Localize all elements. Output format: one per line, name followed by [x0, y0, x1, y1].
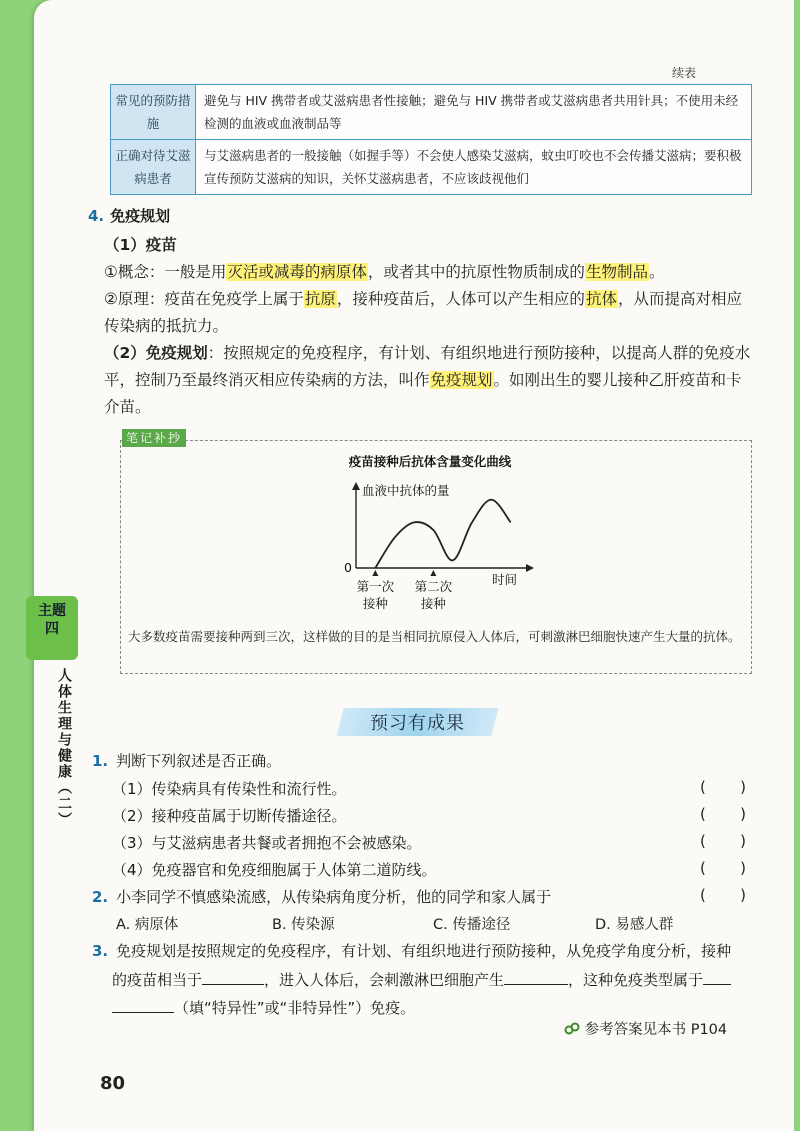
continued-label: 续表 — [672, 66, 697, 80]
event-label-1-line2: 接种 — [362, 596, 388, 611]
concept-highlight: 灭活或减毒的病原体 — [227, 263, 367, 281]
fill-blank-1[interactable] — [202, 968, 264, 985]
paren-open: ( — [700, 832, 706, 850]
paren-close: ) — [740, 778, 746, 796]
origin-label: 0 — [344, 560, 352, 575]
topic-tab — [26, 596, 78, 660]
answer-paren[interactable] — [700, 832, 746, 850]
question-number: 2. — [92, 888, 109, 906]
vaccine-principle — [104, 286, 752, 340]
principle-text: ②原理：疫苗在免疫学上属于 — [104, 290, 304, 308]
answer-reference-text: 参考答案见本书 P104 — [584, 1022, 728, 1038]
question-3-line3 — [112, 996, 415, 1019]
question-1 — [92, 750, 281, 772]
principle-highlight: 抗体 — [585, 290, 617, 308]
answer-paren[interactable] — [700, 805, 746, 823]
question-text: ，进入人体后，会刺激淋巴细胞产生 — [264, 971, 505, 989]
event-arrow-2 — [430, 570, 436, 576]
vaccine-concept — [104, 259, 752, 286]
paren-close: ) — [740, 859, 746, 877]
answer-paren[interactable] — [700, 886, 746, 904]
section-title-text: 免疫规划 — [110, 207, 171, 225]
paren-open: ( — [700, 859, 706, 877]
y-axis-label: 血液中抗体的量 — [362, 483, 450, 498]
paren-close: ) — [740, 805, 746, 823]
page-number: 80 — [100, 1073, 126, 1094]
immunization-plan — [104, 340, 752, 421]
topic-vertical-title: 人体生理与健康（二） — [56, 668, 72, 828]
answer-paren[interactable] — [700, 859, 746, 877]
event-arrow-1 — [372, 570, 378, 576]
question-3-line2 — [112, 968, 752, 991]
section-number: 4. — [88, 207, 105, 225]
event-label-2-line2: 接种 — [420, 596, 446, 611]
link-icon — [564, 1022, 580, 1036]
principle-highlight: 抗原 — [304, 290, 336, 308]
chart-title: 疫苗接种后抗体含量变化曲线 — [348, 454, 512, 469]
table-row-body: 与艾滋病患者的一般接触（如握手等）不会使人感染艾滋病，蚊虫叮咬也不会传播艾滋病；要积极宣传预防艾滋病的知识，关怀艾滋病患者，不应该歧视他们 — [196, 140, 752, 195]
question-number: 1. — [92, 752, 109, 770]
aids-info-table — [110, 84, 752, 195]
question-2 — [92, 886, 551, 908]
paren-close: ) — [740, 886, 746, 904]
choice-a[interactable]: A. 病原体 — [116, 917, 179, 933]
choice-d[interactable]: D. 易感人群 — [595, 917, 674, 933]
answer-reference — [564, 1018, 727, 1039]
vaccination-events — [357, 570, 453, 611]
fill-blank-3a[interactable] — [703, 968, 731, 985]
choice-b[interactable]: B. 传染源 — [272, 917, 335, 933]
x-axis-label: 时间 — [492, 572, 518, 587]
event-label-1-line1: 第一次 — [356, 579, 395, 594]
preview-banner-text: 预习有成果 — [370, 713, 465, 734]
question-3 — [92, 940, 752, 962]
section-title — [88, 205, 170, 226]
event-label-2-line1: 第二次 — [414, 579, 453, 594]
concept-text: ，或者其中的抗原性物质制成的 — [367, 263, 585, 281]
principle-text: ，从而提高对相应传染病的抵抗力。 — [104, 290, 742, 335]
table-row-body: 避免与 HIV 携带者或艾滋病患者性接触；避免与 HIV 携带者或艾滋病患者共用针具；不使用未经检测的血液或血液制品等 — [196, 85, 752, 140]
vaccine-subheading — [104, 232, 752, 259]
principle-text: ，接种疫苗后，人体可以产生相应的 — [336, 290, 585, 308]
paren-close: ) — [740, 832, 746, 850]
plan-text: 。如刚出生的婴儿接种乙肝疫苗和卡介苗。 — [104, 371, 742, 416]
question-number: 3. — [92, 942, 109, 960]
vaccine-subheading-text: （1）疫苗 — [104, 236, 177, 254]
antibody-curve — [375, 500, 510, 568]
paren-open: ( — [700, 886, 706, 904]
table-row — [111, 85, 752, 140]
answer-paren[interactable] — [700, 778, 746, 796]
fill-blank-3b[interactable] — [112, 996, 174, 1013]
question-stem: 小李同学不慎感染流感，从传染病角度分析，他的同学和家人属于 — [116, 888, 552, 906]
table-row-head: 常见的预防措施 — [111, 85, 196, 140]
topic-tab-line1: 主题 — [38, 603, 66, 619]
y-axis-arrow — [352, 482, 360, 490]
plan-text: ：按照规定的免疫程序，有计划、有组织地进行预防接种，以提高人群的免疫水平，控制乃至最终消灭相应传染病的方法，叫作 — [104, 344, 751, 389]
concept-highlight: 生物制品 — [585, 263, 648, 281]
table-row-head: 正确对待艾滋病患者 — [111, 140, 196, 195]
question-stem: 免疫规划是按照规定的免疫程序，有计划、有组织地进行预防接种，从免疫学角度分析，接种 — [116, 942, 732, 960]
concept-text: 。 — [648, 263, 665, 281]
plan-label: （2）免疫规划 — [104, 344, 208, 362]
paren-open: ( — [700, 805, 706, 823]
judge-item: （2）接种疫苗属于切断传播途径。 — [112, 807, 347, 825]
question-text: 的疫苗相当于 — [112, 971, 203, 989]
table-row — [111, 140, 752, 195]
question-text: （填“特异性”或“非特异性”）免疫。 — [174, 999, 416, 1017]
question-stem: 判断下列叙述是否正确。 — [116, 752, 282, 770]
notes-tag: 笔记补抄 — [122, 429, 186, 447]
question-text: ，这种免疫类型属于 — [568, 971, 704, 989]
choice-c[interactable]: C. 传播途径 — [433, 917, 511, 933]
paren-open: ( — [700, 778, 706, 796]
antibody-chart — [330, 452, 570, 622]
topic-tab-line2: 四 — [45, 621, 59, 637]
concept-text: ①概念：一般是用 — [104, 263, 227, 281]
judge-item: （3）与艾滋病患者共餐或者拥抱不会被感染。 — [112, 834, 422, 852]
fill-blank-2[interactable] — [504, 968, 568, 985]
judge-item: （1）传染病具有传染性和流行性。 — [112, 780, 347, 798]
notes-text: 大多数疫苗需要接种两到三次，这样做的目的是当相同抗原侵入人体后，可刺激淋巴细胞快速产生大量的抗体。 — [128, 629, 741, 644]
plan-highlight: 免疫规划 — [430, 371, 493, 389]
judge-item: （4）免疫器官和免疫细胞属于人体第二道防线。 — [112, 861, 437, 879]
x-axis-arrow — [526, 564, 534, 572]
